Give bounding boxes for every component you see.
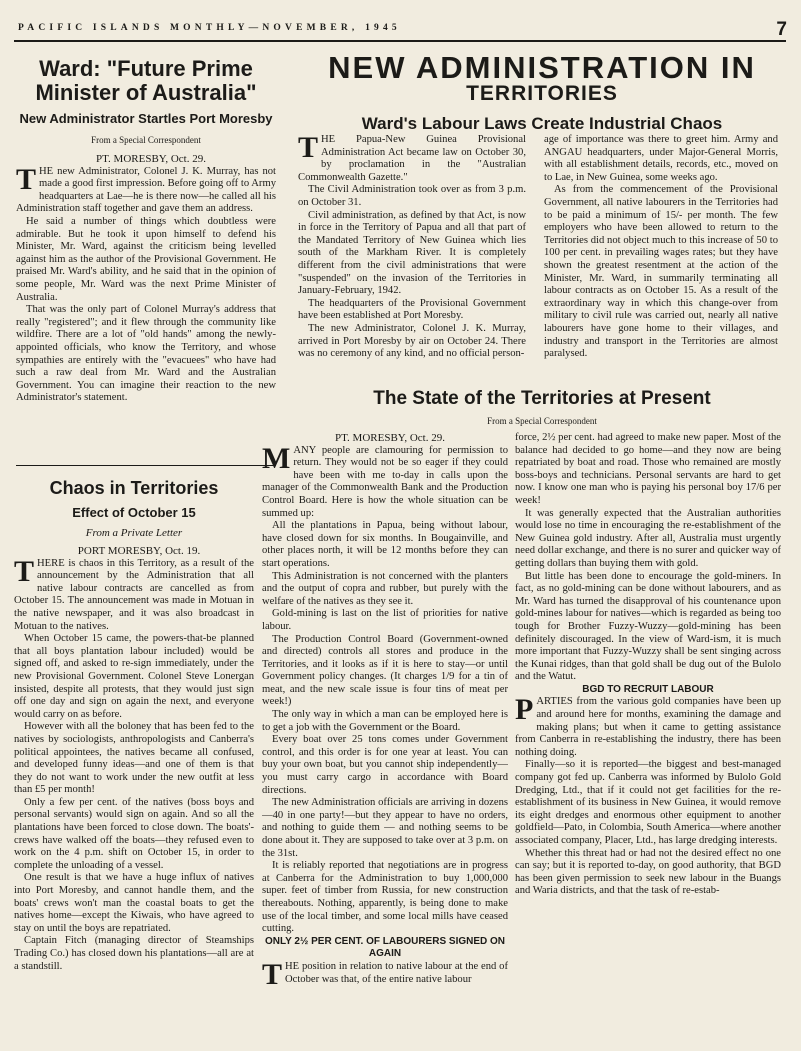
admin-paragraph: age of importance was there to greet him. Army and ANGAU headquarters, under Major-General Morris, with all establishment details, records, etc., moved on to Lae, in New Guinea, some weeks ago. xyxy=(544,134,778,183)
ward-byline: From a Special Correspondent xyxy=(91,135,201,145)
ward-paragraph: He said a number of things which doubtless were admirable. But he took it upon himself to defend his Minister, Mr. Ward, against the criticism being levelled against him as the author of the Provisional Government. He praised Mr. Ward's ability, and he said that in the opinion of some people, Mr. Ward was the next Prime Minister of Australia. xyxy=(16,215,276,303)
chaos-paragraph: Captain Fitch (managing director of Steamships Trading Co.) has closed down his plantations—all are at a standstill. xyxy=(14,935,254,972)
state-subhead-2: BGD TO RECRUIT LABOUR xyxy=(582,683,714,695)
ward-subheadline: New Administrator Startles Port Moresby xyxy=(19,111,273,126)
state-paragraph: The new Administration officials are arriving in dozens—40 in one party!—but they appear to have no orders, and nothing to guide them — and nothing seems to be done about it. They are supposed to take over at 3 p.m. on the 31st. xyxy=(262,797,508,859)
state-paragraph: All the plantations in Papua, being without labour, have closed down for six months. In Bougainville, and other places north, it will be 12 months before they can start operations. xyxy=(262,520,508,569)
state-dateline: PT. MORESBY, Oct. 29. xyxy=(335,432,445,444)
chaos-paragraph: When October 15 came, the powers-that-be planned that all boys plantation labour included) would be signed off, and asked to re-sign immediately, under the new Provisional Government. Colonel Steve Lonergan insisted, despite all protests, that they would just sign off one day and sign on again the next, and everyone would carry on as before. xyxy=(14,633,254,720)
state-paragraph: Finally—so it is reported—the biggest and best-managed company got fed up. Canberra was informed by Bulolo Gold Dredging, Ltd., that if it could not get facilities for the re-establishment of its business in New Guinea, it would remove its eight dredges and enormous other equipment to another goldfield—Pato, in Colombia, South America—where another associated company, Placer, Ltd., has large dredging interests. xyxy=(515,759,781,846)
state-col-2 xyxy=(515,432,781,1048)
chaos-drop-cap: T xyxy=(14,554,35,588)
admin-paragraph: The Civil Administration took over as from 3 p.m. on October 31. xyxy=(298,184,526,208)
state-paragraph: force, 2½ per cent. had agreed to make new paper. Most of the balance had decided to go home—and they now are being repatriated by boat and road. Those who remained are mostly boss-boys and technicians. Personal servants are hard to get now. I know one man who is paying his personal boy 17/6 per week! xyxy=(515,432,781,506)
state-col-1 xyxy=(262,432,508,1048)
state-paragraph: It is reliably reported that negotiations are in progress at Canberra for the Administration to buy 1,000,000 super. feet of timber from Russia, for new construction thereabouts. Nothing, apparently, is being done to make use of the local timber, and some local mills have ceased cutting. xyxy=(262,860,508,935)
chaos-paragraph: One result is that we have a huge influx of natives into Port Moresby, and cannot handle them, and the boats' crews won't man the coastal boats to get the natives home—except the Kiwais, who have agreed to stay on until the boys are repatriated. xyxy=(14,872,254,934)
admin-columns xyxy=(298,131,786,361)
state-paragraph: But little has been done to encourage the gold-miners. In fact, as no gold-mining can be done without labourers, and as Mr. Ward has turned the disapproval of his countenance upon gold-mines labour for natives—which is regarded as being too tough for Brother Fuzzy-Wuzzy—gold-mining has been definitely discouraged. In the view of Ward-ism, it is much more important that Fuzzy-Wuzzy shall be sent singing across the Kunai ridges, than that gold shall be dug out of the Bulolo and the Watut. xyxy=(515,570,781,683)
admin-paragraph: The headquarters of the Provisional Government have been established at Port Moresby. xyxy=(298,297,526,322)
ward-body xyxy=(16,153,276,405)
column-rule xyxy=(16,465,276,466)
admin-paragraph: HE Papua-New Guinea Provisional Administration Act became law on October 30, by proclamation in the "Australian Commonwealth Gazette." xyxy=(298,134,526,183)
chaos-paragraph: However with all the boloney that has been fed to the natives by sociologists, anthropologists and Canberra's political appointees, the natives became all confused, and developed funny ideas—and one of them is that they do not want to work under the new outfit at less than £5 per month! xyxy=(14,721,254,796)
state-paragraph: Whether this threat had or had not the desired effect no one can say; but it is reported to-day, on good authority, that BGD has been given permission to seek new labour in the Buangs and Waria districts, and that the task of re-estab- xyxy=(515,847,781,897)
admin-deck: Ward's Labour Laws Create Industrial Chaos xyxy=(361,114,723,133)
ward-dateline: PT. MORESBY, Oct. 29. xyxy=(96,153,206,165)
ward-headline: Ward: "Future Prime Minister of Australia" xyxy=(35,57,257,105)
chaos-body xyxy=(14,545,254,973)
chaos-article xyxy=(14,477,254,1048)
chaos-subheadline: Effect of October 15 xyxy=(72,505,196,520)
ward-article xyxy=(16,57,276,461)
chaos-paragraph: HERE is chaos in this Territory, as a result of the announcement by the Administration that all native labour contracts are cancelled as from October 15. The announcement was made in Motuan in the native newspaper, and it was also broadcast in Motuan to the natives. xyxy=(14,557,254,632)
admin-headline-line2: TERRITORIES xyxy=(466,82,618,105)
page-number: 7 xyxy=(776,19,787,40)
admin-drop-cap: T xyxy=(298,131,319,164)
running-header: PACIFIC ISLANDS MONTHLY—NOVEMBER, 1945 xyxy=(18,23,401,33)
state-byline: From a Special Correspondent xyxy=(487,416,597,426)
state-drop-cap-2: T xyxy=(262,957,283,991)
ward-drop-cap: T xyxy=(16,162,37,196)
chaos-headline: Chaos in Territories xyxy=(49,478,219,498)
admin-paragraph: Civil administration, as defined by that Act, is now in force in the Territory of Papua and all that part of the Mandated Territory of New Guinea which lies south of the Markham River. It is completely different from the civil administrations that were "suspended" on the invasion of the Territories in January-February, 1942. xyxy=(298,209,526,297)
state-byline-wrap xyxy=(298,416,786,430)
ward-paragraph: That was the only part of Colonel Murray's address that really "registered"; and it flew through the community like wildfire. There are a lot of "old hands" among the newly-appointed officials, who know the Territory, and whose sympathies are entirely with the "evacuees" who have had such a raw deal from Mr. Ward and the Australian Government. You can imagine their reaction to the new Administrator's statement. xyxy=(16,304,276,404)
admin-article xyxy=(298,52,786,382)
state-subhead: ONLY 2½ PER CENT. OF LABOURERS SIGNED ON AGAIN xyxy=(264,935,506,960)
chaos-dateline: PORT MORESBY, Oct. 19. xyxy=(77,545,201,557)
chaos-paragraph: Only a few per cent. of the natives (boss boys and personal servants) would sign on again. And so all the plantations have been forced to close down. The boats'-crews have walked off the boats—they refused even to work on the 4 p.m. shift on October 15, in order to complete the unloading of a vessel. xyxy=(14,796,254,871)
ward-paragraph: HE new Administrator, Colonel J. K. Murray, has not made a good first impression. Before going off to Army headquarters at Lae—he is there now—he called all his Administration staff together and gave them an address. xyxy=(16,165,276,215)
admin-col-1 xyxy=(298,131,526,361)
state-drop-cap-3: P xyxy=(515,693,534,727)
state-paragraph: It was generally expected that the Australian authorities would lose no time in encouraging the re-establishment of the New Guinea gold industry. After all, Australia must urgently need dollar exchange, and there is no surer and quicker way of getting dollars than buying them with gold. xyxy=(515,507,781,569)
state-paragraph: Every boat over 25 tons comes under Government control, and this order is for one year at least. You can buy your own boat, but you cannot ship independently—you must carry cargo in accordance with Board directions. xyxy=(262,734,508,796)
state-paragraph: The Production Control Board (Government-owned and directed) controls all stores and produce in the Territories, and it looks as if it is here to stay—or until Government policy changes. (It charges 1/9 for a tin of meat, and the new scale issue is four tins of meat per week!) xyxy=(262,633,508,708)
state-paragraph: The only way in which a man can be employed here is to get a job with the Government or the Board. xyxy=(262,709,508,733)
state-paragraph: ARTIES from the various gold companies have been up and around here for months, examining the damage and making plans; but when it came to getting assistance from Canberra in re-establishing the industry, there has been nothing doing. xyxy=(515,696,781,758)
admin-headline: NEW ADMINISTRATION IN xyxy=(328,52,756,85)
chaos-byline: From a Private Letter xyxy=(85,527,183,539)
state-paragraph: This Administration is not concerned with the planters and the output of copra and rubber, but purely with the welfare of the natives as they see it. xyxy=(262,570,508,607)
header-rule xyxy=(14,40,786,42)
state-paragraph: ANY people are clamouring for permission to return. They would not be so eager if they could have been with me to-day in calls upon the manager of the Commonwealth Bank and the Production Control Board. Here is how the whole situation can be summed up: xyxy=(262,444,508,519)
state-header xyxy=(298,388,786,416)
admin-paragraph: As from the commencement of the Provisional Government, all native labourers in the Territories had to be paid a minimum of 15/- per month. The few employers who have been allowed to return to the Territories did not object much to this increase of 50 to 100 per cent. in prevailing wages rates; but they have shown the greatest resentment at the action of the Minister, Mr. Ward, in summarily terminating all labour contracts as on October 15. As a result of the extraordinary way in which this change-over from military to civil rule was carried out, nearly all native labourers have gone home to their villages, and industry and transport in the Territories are almost paralysed. xyxy=(544,184,778,360)
state-headline: The State of the Territories at Present xyxy=(373,388,711,409)
admin-paragraph: The new Administrator, Colonel J. K. Murray, arrived in Port Moresby by air on October 24. There was no ceremony of any kind, and no official person- xyxy=(298,322,526,360)
admin-col-2 xyxy=(544,134,778,361)
state-paragraph: HE position in relation to native labour at the end of October was that, of the entire native labour xyxy=(285,960,508,985)
state-paragraph: Gold-mining is last on the list of priorities for native labour. xyxy=(262,608,508,632)
state-drop-cap: M xyxy=(262,441,291,475)
